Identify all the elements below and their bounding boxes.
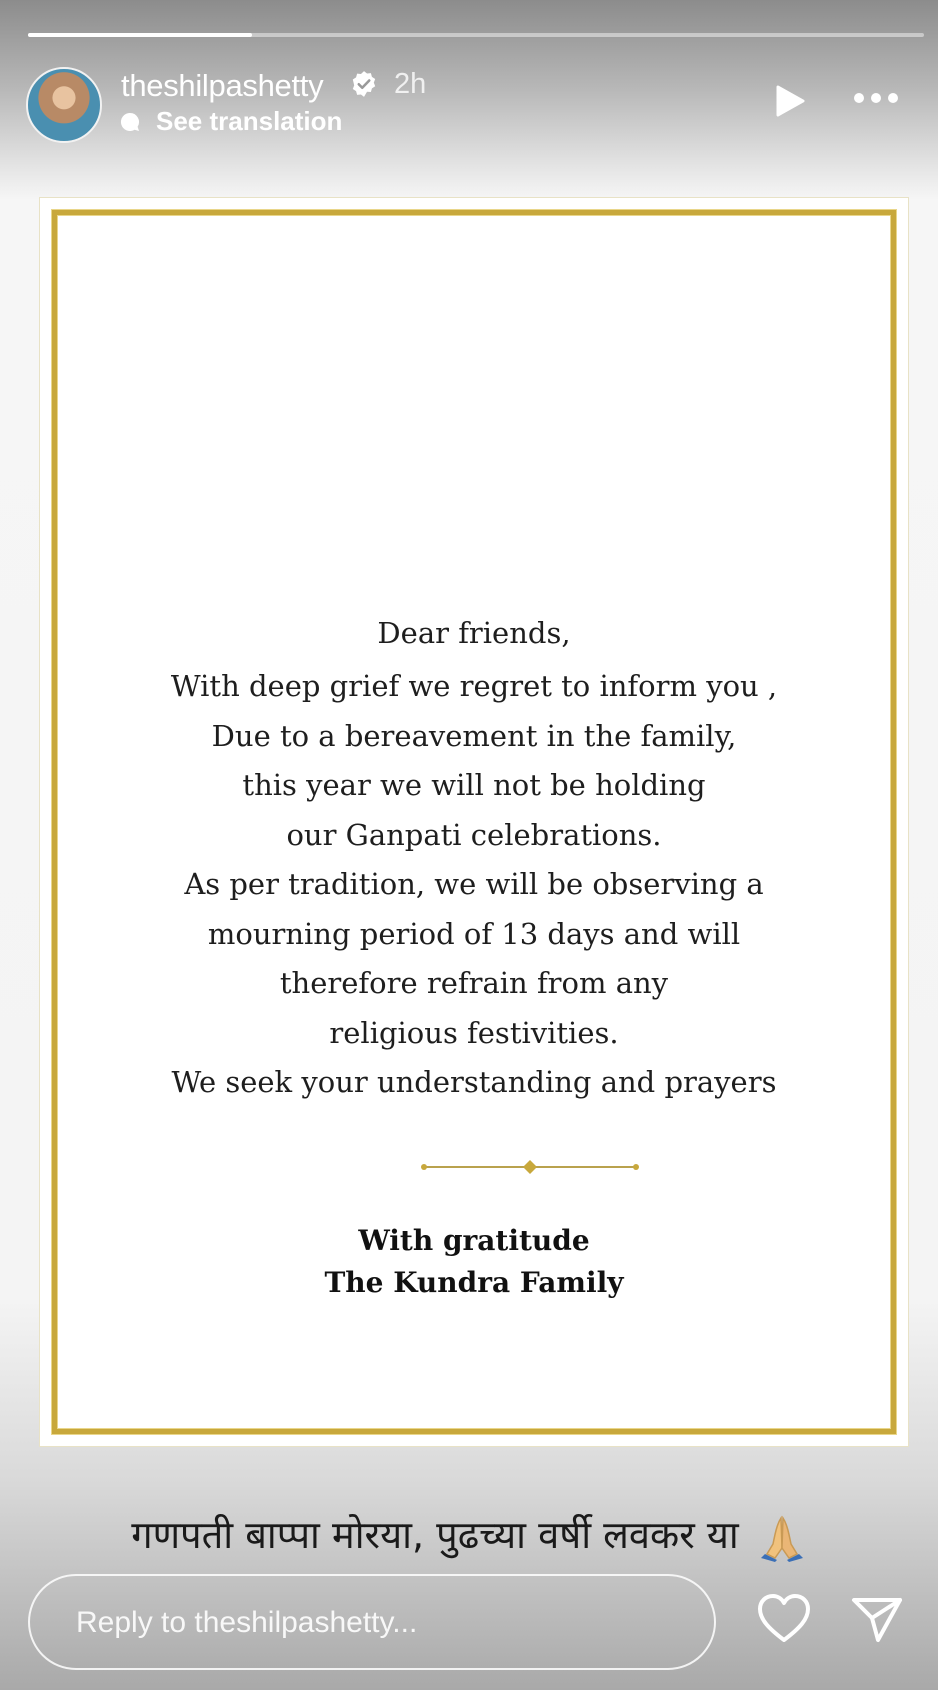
verified-badge-icon <box>350 70 378 98</box>
letter-line: As per tradition, we will be observing a <box>184 867 764 901</box>
story-progress-bar <box>28 33 924 37</box>
ornamental-divider <box>420 1160 640 1174</box>
letter-line: With deep grief we regret to inform you , <box>170 669 778 703</box>
letter-line: We seek your understanding and prayers <box>171 1065 777 1099</box>
signoff: With gratitude <box>358 1224 590 1257</box>
reply-box[interactable] <box>28 1574 716 1670</box>
letter-line: therefore refrain from any <box>279 966 669 1000</box>
letter-line: our Ganpati celebrations. <box>286 817 662 852</box>
letter-line: Due to a bereavement in the family, <box>211 718 737 753</box>
story-caption <box>0 1508 938 1562</box>
play-icon[interactable] <box>774 84 806 118</box>
heart-icon[interactable] <box>756 1592 812 1644</box>
letter-text <box>40 608 908 1108</box>
post-time: 2h <box>394 68 427 100</box>
story-progress-fill <box>28 33 252 37</box>
letter-line: mourning period of 13 days and will <box>207 916 741 951</box>
signature-block <box>40 1220 908 1304</box>
avatar[interactable] <box>26 67 102 143</box>
announcement-card <box>40 198 908 1446</box>
signature: The Kundra Family <box>324 1266 624 1299</box>
more-horizontal-icon[interactable] <box>852 88 900 108</box>
reply-input[interactable] <box>74 1576 678 1670</box>
speech-bubble-icon <box>120 112 140 132</box>
letter-line: this year we will not be holding <box>242 768 706 802</box>
see-translation-label: See translation <box>156 106 343 136</box>
folded-hands-emoji <box>757 1514 807 1562</box>
greeting: Dear friends, <box>377 616 571 650</box>
username[interactable]: theshilpashetty <box>121 68 324 103</box>
send-icon[interactable] <box>850 1594 904 1644</box>
story-header <box>26 62 914 142</box>
letter-line: religious festivities. <box>329 1015 619 1050</box>
caption-text: गणपती बाप्पा मोरया, पुढच्या वर्षी लवकर या <box>131 1513 739 1557</box>
